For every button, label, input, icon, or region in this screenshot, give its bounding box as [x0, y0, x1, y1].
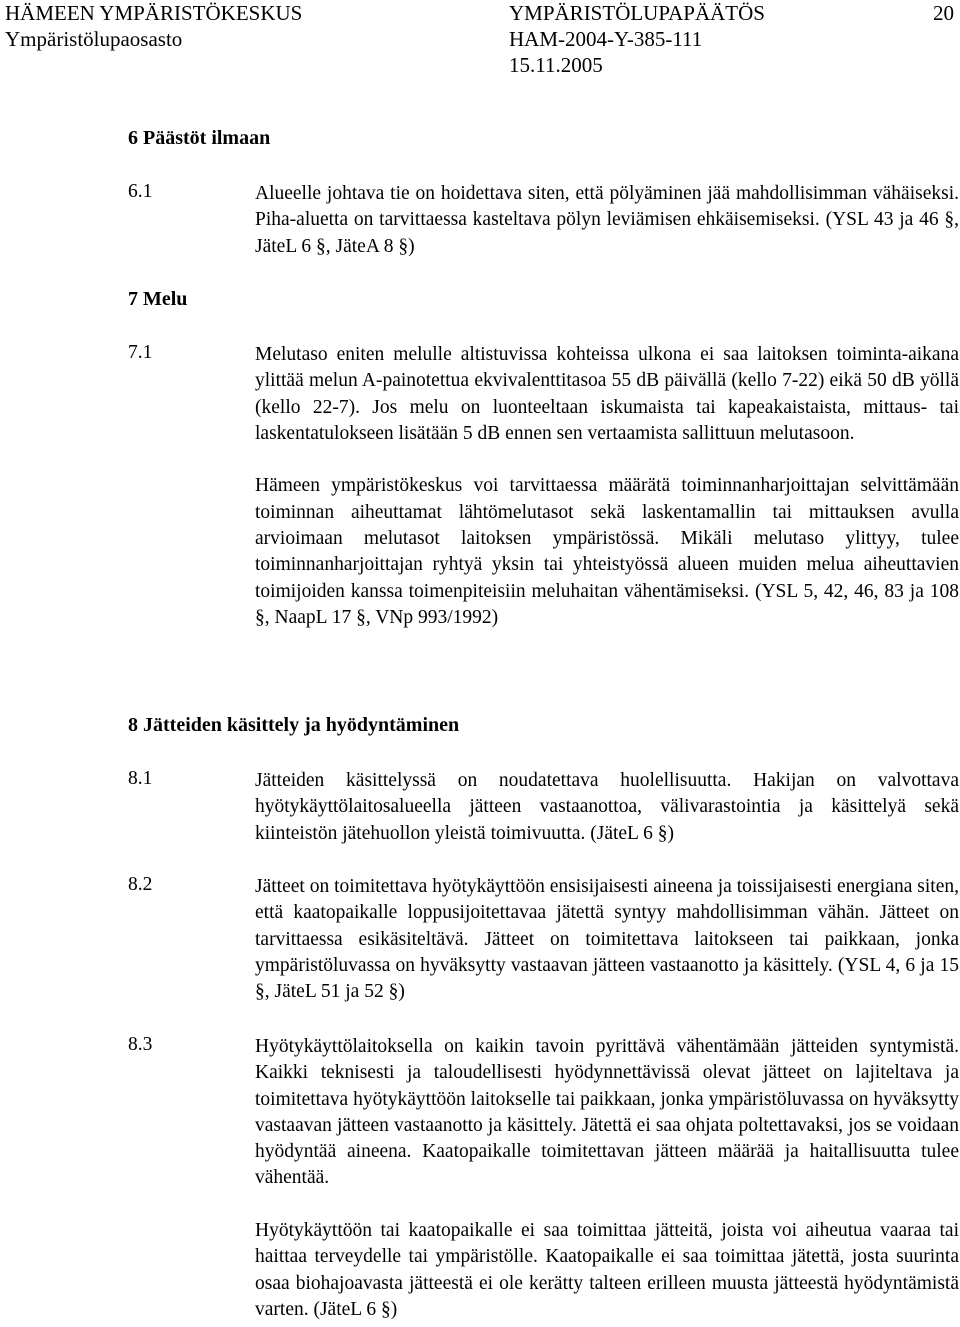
header-organization: HÄMEEN YMPÄRISTÖKESKUS — [5, 1, 303, 25]
paragraph: Hyötykäyttölaitoksella on kaikin tavoin pyrittävä vähentämään jätteiden syntymistä. Kaikki teknisesti ja taloudellisesti hyödynnettävissä olevat jätteet on lajiteltava ja toimitettava hyötykäyttöön laitokselle tai paikkaan, jonka ympäristöluvassa on hyväksytty vastaavan jätteen vastaanotto ja käsittely. Jätettä ei saa ohjata poltettavaksi, jos se voidaan hyödyntää aineena. Kaatopaikalle toimitettavan jätteen määrää ja haitallisuutta tulee vähentää. — [255, 1036, 959, 1189]
item-number: 8.3 — [128, 1034, 153, 1055]
item-number: 6.1 — [128, 181, 153, 202]
header-department: Ympäristölupaosasto — [5, 27, 183, 51]
header-document-id: HAM-2004-Y-385-111 — [509, 27, 703, 51]
section-heading-7: 7 Melu — [128, 288, 188, 310]
paragraph: Hämeen ympäristökeskus voi tarvittaessa määrätä toiminnanharjoittajan selvittämään toiminnan aiheuttamat lähtömelutasot sekä laskentamallin tai mittauksen avulla arvioimaan melutasot laitoksen ympäristössä. Mikäli melutaso ylittyy, tulee toiminnanharjoittajan ryhtyä yksin tai yhteistyössä alueen muiden melua aiheuttavien toimijoiden kanssa toimenpiteisiin meluhaitan vähentämiseksi. (YSL 5, 42, 46, 83 ja 108 §, NaapL 17 §, VNp 993/1992) — [255, 475, 959, 628]
item-text — [255, 768, 959, 847]
section-heading-8: 8 Jätteiden käsittely ja hyödyntäminen — [128, 714, 460, 736]
item-number: 8.1 — [128, 768, 153, 789]
item-text — [255, 342, 959, 631]
item-text — [255, 874, 959, 1005]
header-document-type: YMPÄRISTÖLUPAPÄÄTÖS — [509, 1, 765, 25]
paragraph: Melutaso eniten melulle altistuvissa kohteissa ulkona ei saa laitoksen toiminta-aikana ylittää melun A-painotettua ekvivalenttitasoa 55 dB päivällä (kello 7-22) eikä 50 dB yöllä (kello 22-7). Jos melu on luonteeltaan iskumaista tai kapeakaistaista, mittaus- tai laskentatulokseen lisätään 5 dB ennen sen vertaamista sallittuun melutasoon. — [255, 344, 959, 444]
page-number: 20 — [933, 1, 954, 25]
item-text — [255, 1034, 959, 1323]
paragraph: Jätteet on toimitettava hyötykäyttöön ensisijaisesti aineena ja toissijaisesti energiana siten, että kaatopaikalle loppusijoitettavaa jätettä syntyy mahdollisimman vähän. Jätteet on tarvittaessa esikäsiteltävä. Jätteet on toimitettava laitokseen tai paikkaan, jonka ympäristöluvassa on hyväksytty vastaavan jätteen vastaanotto ja käsittely. (YSL 4, 6 ja 15 §, JäteL 51 ja 52 §) — [255, 876, 959, 1003]
page-header — [0, 0, 960, 80]
paragraph: Hyötykäyttöön tai kaatopaikalle ei saa toimittaa jätteitä, joista voi aiheutua vaaraa tai haittaa terveydelle tai ympäristölle. Kaatopaikalle ei saa toimittaa jätettä, josta suurinta osaa biohajoavasta jätteestä ei ole kerätty talteen erilleen muusta jätteestä hyödyntämistä varten. (JäteL 6 §) — [255, 1220, 959, 1320]
paragraph: Jätteiden käsittelyssä on noudatettava huolellisuutta. Hakijan on valvottava hyötykäyttölaitosalueella jätteen vastaanottoa, välivarastointia ja käsittelyä sekä kiinteistön jätehuollon yleistä toimivuutta. (JäteL 6 §) — [255, 770, 959, 844]
item-number: 8.2 — [128, 874, 153, 895]
section-heading-6: 6 Päästöt ilmaan — [128, 127, 271, 149]
paragraph: Alueelle johtava tie on hoidettava siten, että pölyäminen jää mahdollisimman vähäiseksi. Piha-aluetta on tarvittaessa kasteltava pölyn leviämisen ehkäisemiseksi. (YSL 43 ja 46 §, JäteL 6 §, JäteA 8 §) — [255, 183, 959, 257]
header-date: 15.11.2005 — [509, 53, 603, 77]
item-text — [255, 181, 959, 260]
item-number: 7.1 — [128, 342, 153, 363]
